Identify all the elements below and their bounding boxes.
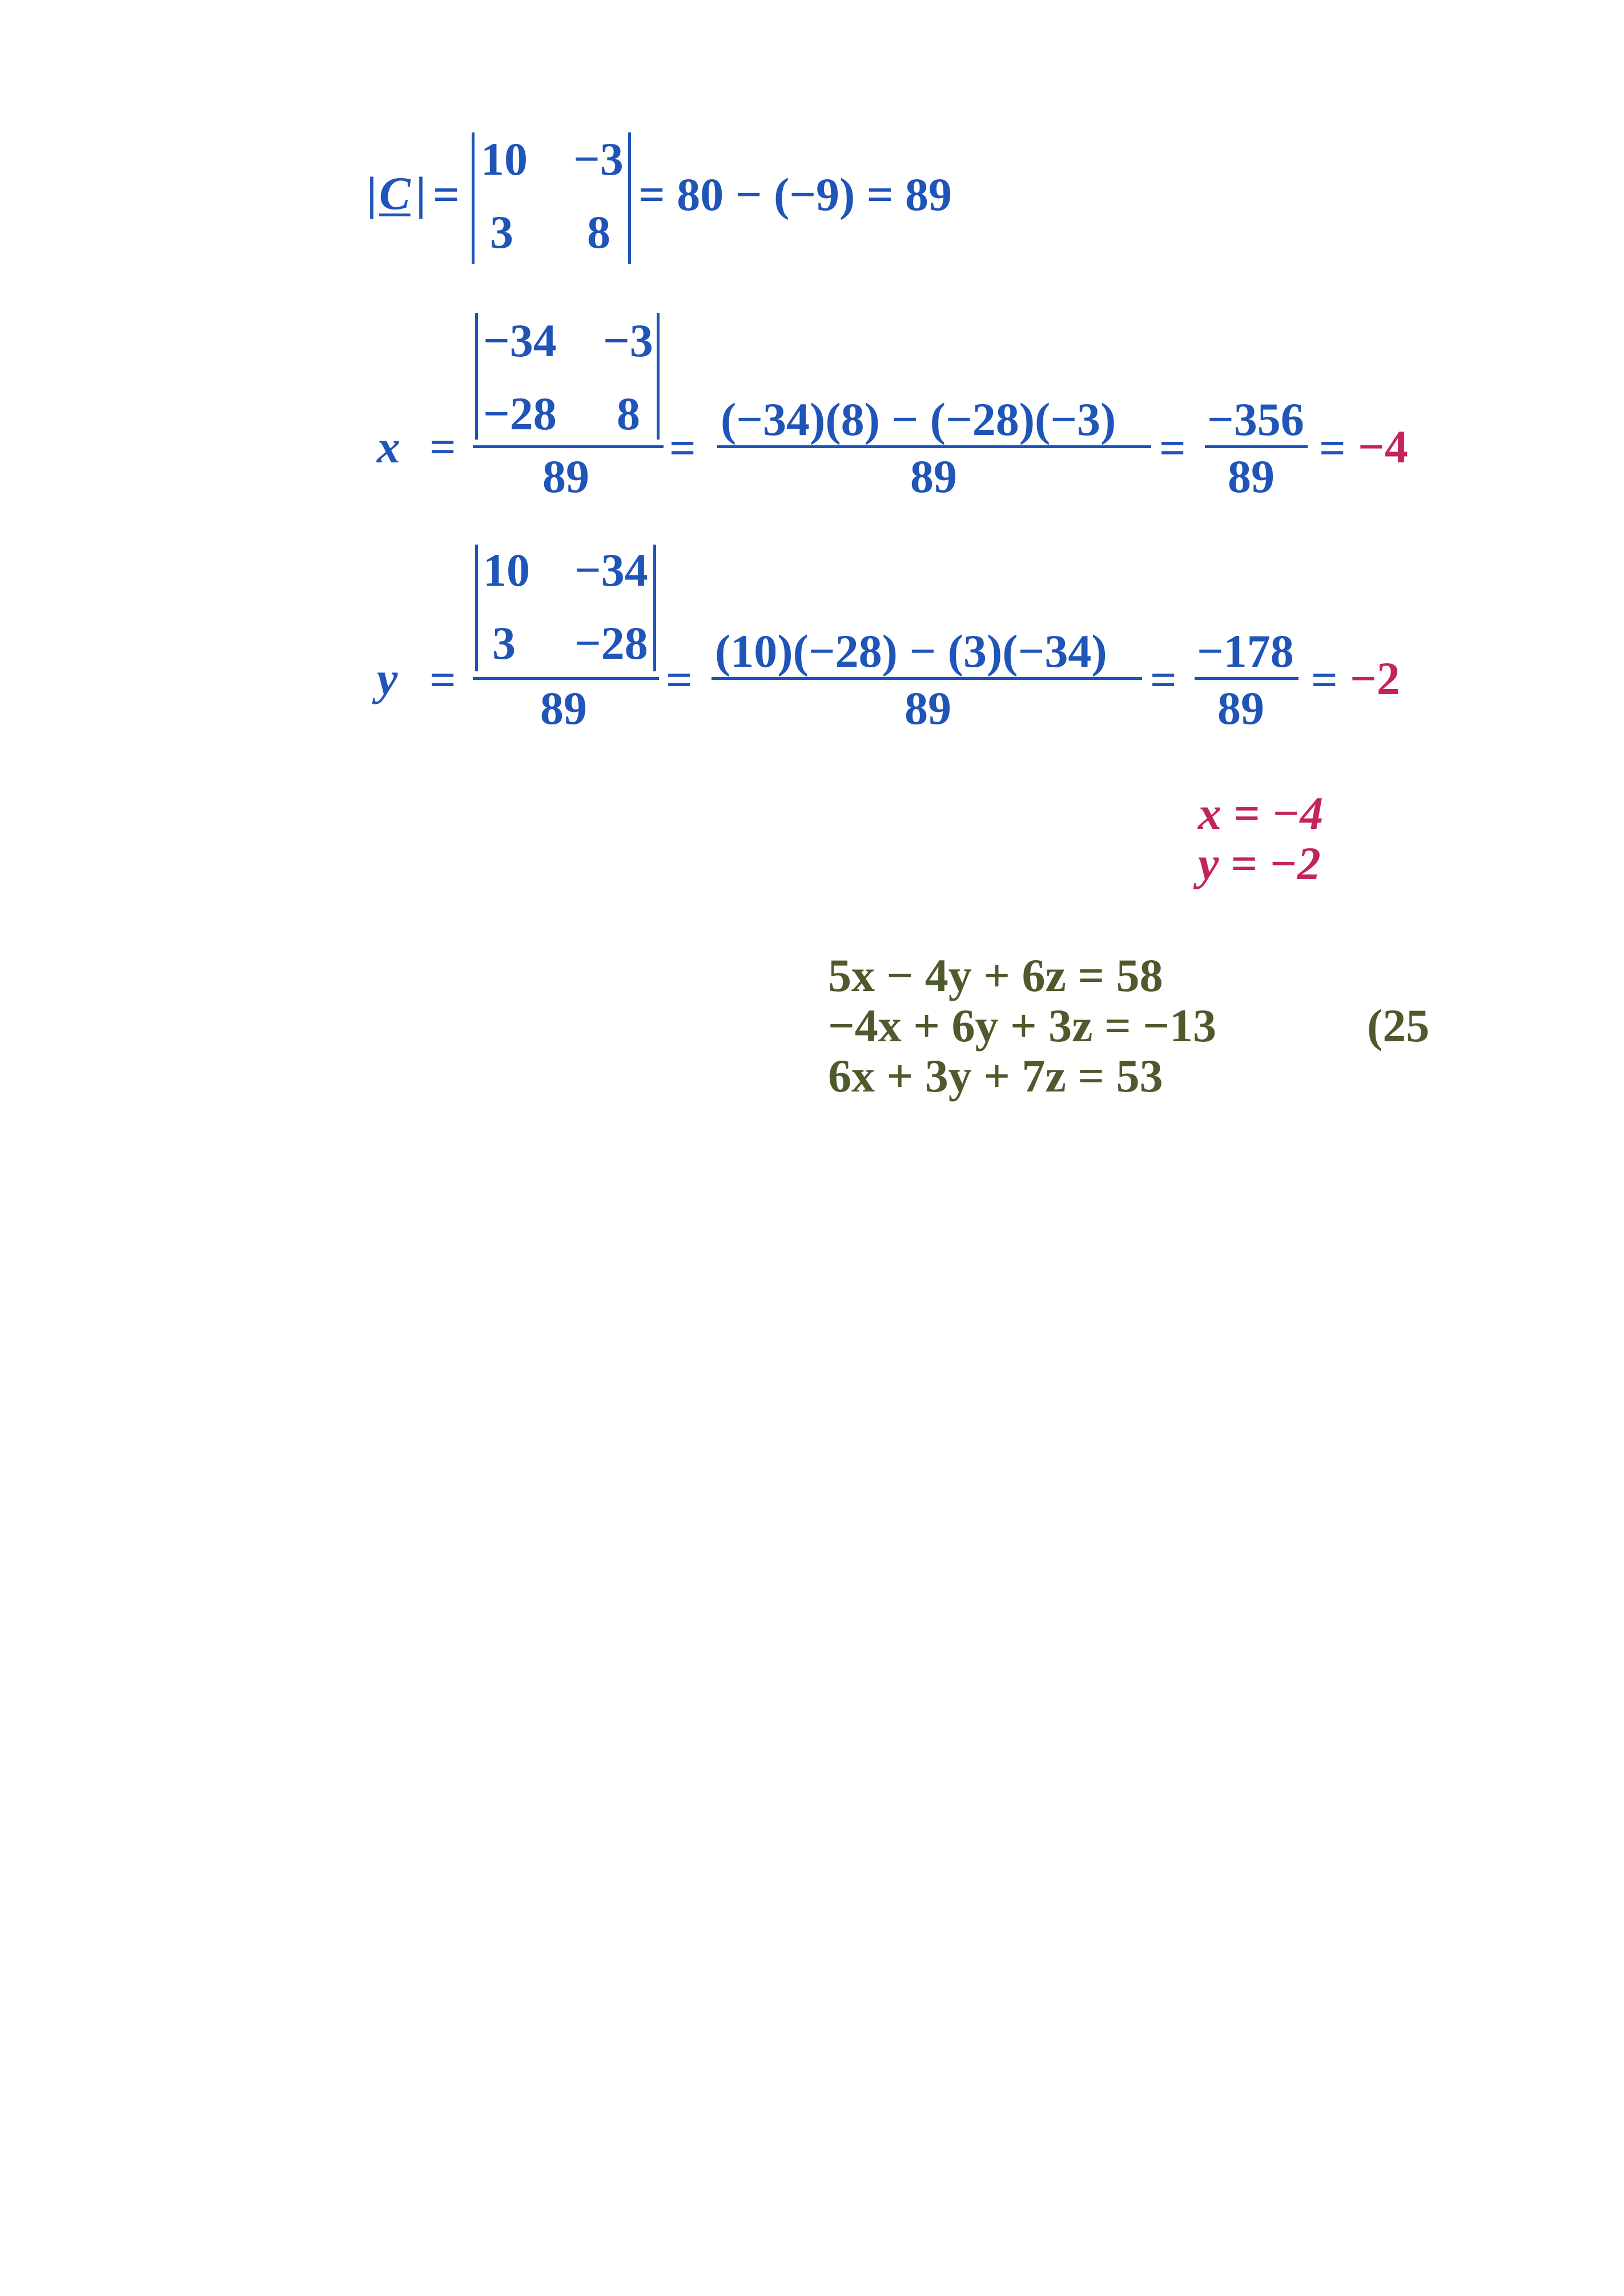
x-det-bar-left bbox=[475, 313, 478, 440]
y-fraction-line-2 bbox=[711, 677, 1142, 680]
x-det-bar-right bbox=[657, 313, 660, 440]
x-fraction-line-1 bbox=[473, 445, 664, 448]
x-det-m22: 8 bbox=[617, 388, 640, 440]
det-c-symbol: C bbox=[379, 167, 411, 219]
det-c-m21: 3 bbox=[490, 206, 513, 258]
y-denominator-2: 89 bbox=[905, 682, 951, 734]
det-c-matrix-bar-left bbox=[472, 132, 475, 264]
x-equals-1: = bbox=[429, 421, 456, 473]
system-equation-1: 5x − 4y + 6z = 58 bbox=[828, 949, 1163, 1001]
det-c-matrix-bar-right bbox=[628, 132, 631, 264]
y-numerator-3: −178 bbox=[1197, 625, 1294, 677]
y-det-m11: 10 bbox=[483, 544, 530, 596]
x-det-m12: −3 bbox=[603, 315, 653, 366]
x-equals-4: = bbox=[1319, 422, 1346, 474]
x-equals-3: = bbox=[1159, 422, 1186, 474]
x-det-m11: −34 bbox=[483, 315, 557, 366]
system-label: (25 bbox=[1367, 1000, 1430, 1052]
y-det-m21: 3 bbox=[492, 617, 516, 669]
y-equals-4: = bbox=[1311, 654, 1338, 706]
y-det-m22: −28 bbox=[574, 617, 648, 669]
y-det-bar-left bbox=[475, 545, 478, 671]
det-c-m11: 10 bbox=[481, 133, 528, 185]
det-c-bar-right: | bbox=[416, 167, 427, 219]
x-result: −4 bbox=[1358, 421, 1408, 473]
det-c-bar-left: | bbox=[367, 167, 377, 219]
system-equation-3: 6x + 3y + 7z = 53 bbox=[828, 1050, 1163, 1102]
det-c-equals: = bbox=[433, 168, 460, 220]
y-denominator-1: 89 bbox=[540, 682, 587, 734]
y-variable: y bbox=[377, 652, 398, 704]
y-equals-3: = bbox=[1150, 654, 1177, 706]
answer-x: x = −4 bbox=[1198, 787, 1324, 839]
det-c-m12: −3 bbox=[573, 133, 624, 185]
x-denominator-1: 89 bbox=[542, 450, 589, 502]
x-fraction-line-3 bbox=[1205, 445, 1308, 448]
det-c-m22: 8 bbox=[587, 206, 610, 258]
x-denominator-2: 89 bbox=[910, 450, 957, 502]
y-equals-1: = bbox=[429, 654, 456, 706]
x-numerator-3: −356 bbox=[1207, 393, 1304, 445]
x-det-m21: −28 bbox=[483, 388, 557, 440]
x-numerator-2: (−34)(8) − (−28)(−3) bbox=[721, 393, 1116, 445]
y-numerator-2: (10)(−28) − (3)(−34) bbox=[715, 625, 1107, 677]
x-denominator-3: 89 bbox=[1228, 450, 1275, 502]
system-equation-2: −4x + 6y + 3z = −13 bbox=[828, 1000, 1217, 1052]
x-equals-2: = bbox=[669, 422, 696, 474]
y-det-m12: −34 bbox=[574, 544, 648, 596]
y-result: −2 bbox=[1350, 652, 1400, 704]
x-fraction-line-2 bbox=[717, 445, 1151, 448]
y-equals-2: = bbox=[666, 654, 693, 706]
det-c-result: = 80 − (−9) = 89 bbox=[638, 168, 952, 220]
x-variable: x bbox=[377, 421, 400, 473]
y-fraction-line-1 bbox=[473, 677, 659, 680]
answer-y: y = −2 bbox=[1198, 837, 1321, 889]
y-det-bar-right bbox=[653, 545, 656, 671]
y-fraction-line-3 bbox=[1195, 677, 1299, 680]
y-denominator-3: 89 bbox=[1217, 682, 1264, 734]
